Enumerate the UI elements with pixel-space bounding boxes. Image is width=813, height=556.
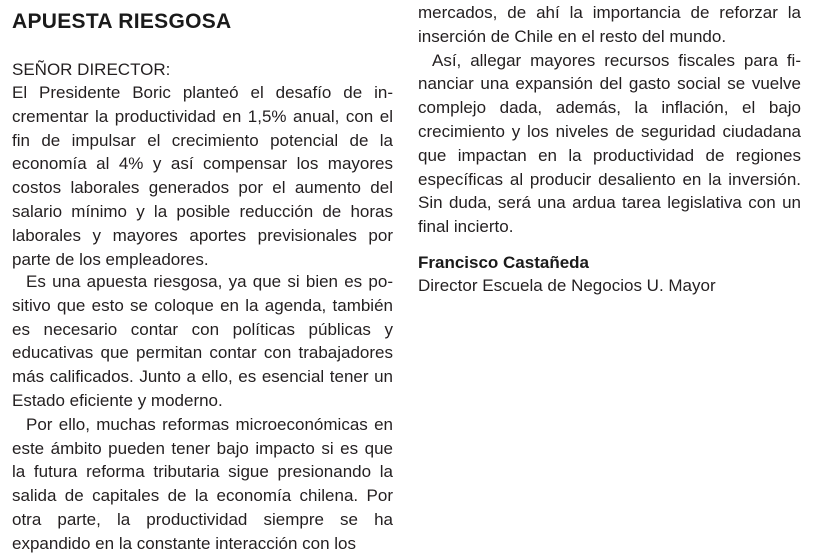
paragraph-3-continued: mercados, de ahí la importancia de reforzar la inserción de Chile en el resto del mundo.	[418, 3, 801, 46]
paragraph-4: Así, allegar mayores recursos fiscales para financiar una expansión del gasto social se vuelve complejo dada, además, la inflación, el bajo crecimiento y los niveles de seguridad ciudadana que impactan en la productividad de regiones específicas al producir desaliento en la inversión. Sin duda, será una ardua tarea legislativa con un final incierto.	[418, 50, 801, 237]
paragraph-3: Por ello, muchas reformas microeconómicas en este ámbito pueden tener bajo impacto si es que la futura reforma tributaria sigue presionando la salida de capitales de la economía chilena. Por otra parte, la productividad siempre se ha expandido en la constante interacción con los	[12, 414, 393, 553]
right-column-flow	[418, 1, 801, 239]
left-column-flow	[12, 270, 393, 556]
paragraph-1: El Presidente Boric planteó el desafío de incrementar la productividad en 1,5% anual, con el fin de impulsar el crecimiento potencial de la economía al 4% y así compensar los mayores costos laborales generados por el aumento del salario mínimo y la posible reducción de horas laborales y mayores aportes previsionales por parte de los empleadores.	[12, 83, 393, 269]
author-title: Director Escuela de Negocios U. Mayor	[418, 276, 716, 295]
salutation: SEÑOR DIRECTOR:	[12, 60, 171, 79]
headline: APUESTA RIESGOSA	[12, 10, 232, 33]
author-name: Francisco Castañeda	[418, 253, 590, 272]
paragraph-2: Es una apuesta riesgosa, ya que si bien es positivo que esto se coloque en la agenda, también es necesario contar con políticas públicas y educativas que permitan contar con trabajadores más calificados. Junto a ello, es esencial tener un Estado eficiente y moderno.	[12, 272, 393, 410]
